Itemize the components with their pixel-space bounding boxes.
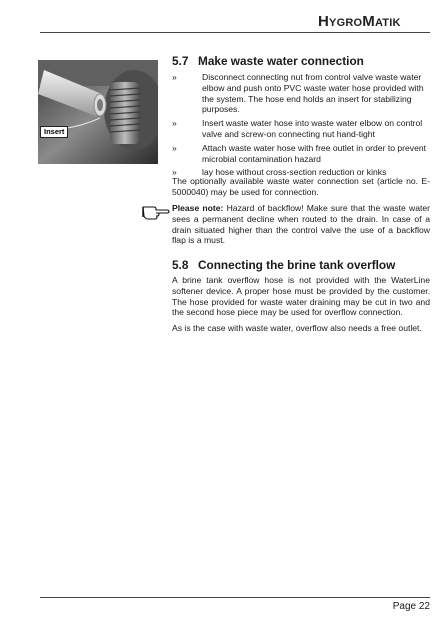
logo-letters: ATIK	[374, 17, 401, 29]
bullet-mark: »	[172, 118, 177, 129]
section-heading	[172, 54, 430, 68]
note-text: Hazard of backflow! Make sure that the waste water sees a permanent decline when routed to the drain. In case of a drain situated higher than the control valve the use of a backflow flap is a must.	[172, 203, 430, 246]
step-text: Attach waste water hose with free outlet in order to prevent microbial contamination hazard	[202, 142, 427, 164]
note-paragraph	[172, 203, 430, 246]
body-text: A brine tank overflow hose is not provided with the WaterLine softener device. A proper hose must be provided by the customer. The hose provided for waste water draining may be cut in two and the second hose piece may be used for overflow connection.	[172, 275, 430, 318]
page-number: Page 22	[392, 601, 430, 612]
brand-logo	[318, 13, 430, 29]
insert-callout-label: Insert	[40, 126, 68, 138]
section-brine-overflow	[172, 258, 430, 334]
bullet-mark: »	[172, 142, 177, 153]
optional-set-paragraph	[172, 176, 430, 198]
pointing-hand-icon	[142, 202, 170, 220]
section-number: 5.7	[172, 54, 189, 68]
backflow-note	[172, 203, 430, 246]
list-item	[172, 72, 430, 115]
note-label: Please note:	[172, 203, 224, 213]
bullet-mark: »	[172, 72, 177, 82]
step-text: Insert waste water hose into waste water elbow on control valve and screw-on connecting nut hand-tight	[202, 118, 423, 139]
step-list	[172, 72, 430, 178]
logo-letters: YGRO	[329, 17, 363, 29]
list-item	[172, 143, 430, 165]
body-text: The optionally available waste water connection set (article no. E-5000040) may be used for connection.	[172, 176, 430, 197]
list-item	[172, 118, 430, 140]
waste-water-elbow-photo	[38, 60, 158, 164]
bullet-mark: »	[172, 167, 177, 178]
section-title: Make waste water connection	[198, 54, 364, 68]
header-divider	[40, 32, 430, 33]
footer-divider	[40, 597, 430, 598]
photo-illustration	[38, 60, 158, 164]
body-text: As is the case with waste water, overflow also needs a free outlet.	[172, 323, 422, 334]
step-text: Disconnect connecting nut from control valve waste water elbow and push onto PVC waste water hose provided with the system. The hose end holds an insert for stabilizing purposes.	[202, 72, 424, 115]
section-heading	[172, 258, 430, 272]
logo-letter: M	[362, 13, 375, 30]
step-text: lay hose without cross-section reduction or kinks	[202, 167, 387, 178]
section-title: Connecting the brine tank overflow	[198, 258, 396, 272]
section-number: 5.8	[172, 258, 189, 272]
logo-letter: H	[318, 13, 330, 30]
section-waste-water	[172, 54, 430, 181]
